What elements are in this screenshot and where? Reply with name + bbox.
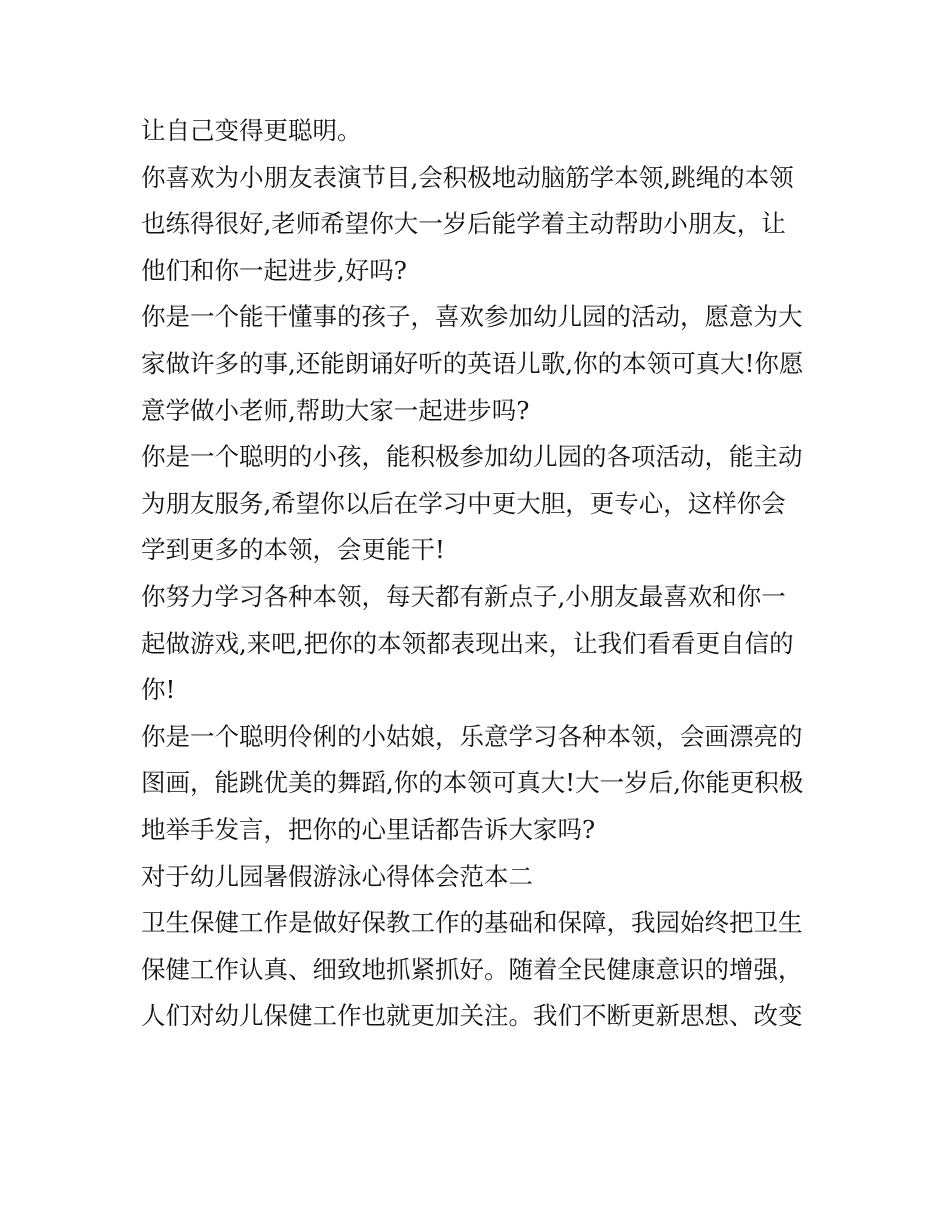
section-heading: 对于幼儿园暑假游泳心得体会范本二 (141, 861, 533, 891)
text-line: 人们对幼儿保健工作也就更加关注。我们不断更新思想、改变 (141, 1001, 803, 1031)
text-line: 意学做小老师,帮助大家一起进步吗? (141, 395, 530, 425)
text-line: 学到更多的本领，会更能干! (141, 535, 445, 565)
text-line: 为朋友服务,希望你以后在学习中更大胆，更专心，这样你会 (141, 488, 786, 518)
text-line: 起做游戏,来吧,把你的本领都表现出来，让我们看看更自信的 (141, 628, 794, 658)
text-line: 你是一个聪明的小孩，能积极参加幼儿园的各项活动，能主动 (141, 442, 803, 472)
document-body (141, 108, 821, 1040)
text-line: 图画，能跳优美的舞蹈,你的本领可真大!大一岁后,你能更积极 (141, 768, 804, 798)
text-line: 让自己变得更聪明。 (141, 116, 362, 145)
text-line: 家做许多的事,还能朗诵好听的英语儿歌,你的本领可真大!你愿 (141, 348, 804, 378)
text-line: 你是一个聪明伶俐的小姑娘，乐意学习各种本领，会画漂亮的 (141, 721, 803, 751)
text-line: 地举手发言，把你的心里话都告诉大家吗? (141, 814, 596, 844)
text-line: 你喜欢为小朋友表演节目,会积极地动脑筋学本领,跳绳的本领 (141, 162, 794, 192)
text-line: 保健工作认真、细致地抓紧抓好。随着全民健康意识的增强， (141, 954, 803, 984)
text-line: 你是一个能干懂事的孩子，喜欢参加幼儿园的活动，愿意为大 (141, 302, 803, 332)
text-line: 你! (141, 675, 176, 705)
text-line: 他们和你一起进步,好吗? (141, 255, 407, 285)
text-line: 你努力学习各种本领，每天都有新点子,小朋友最喜欢和你一 (141, 581, 786, 611)
text-line: 也练得很好,老师希望你大一岁后能学着主动帮助小朋友，让 (141, 209, 786, 239)
text-line: 卫生保健工作是做好保教工作的基础和保障，我园始终把卫生 (141, 908, 803, 938)
